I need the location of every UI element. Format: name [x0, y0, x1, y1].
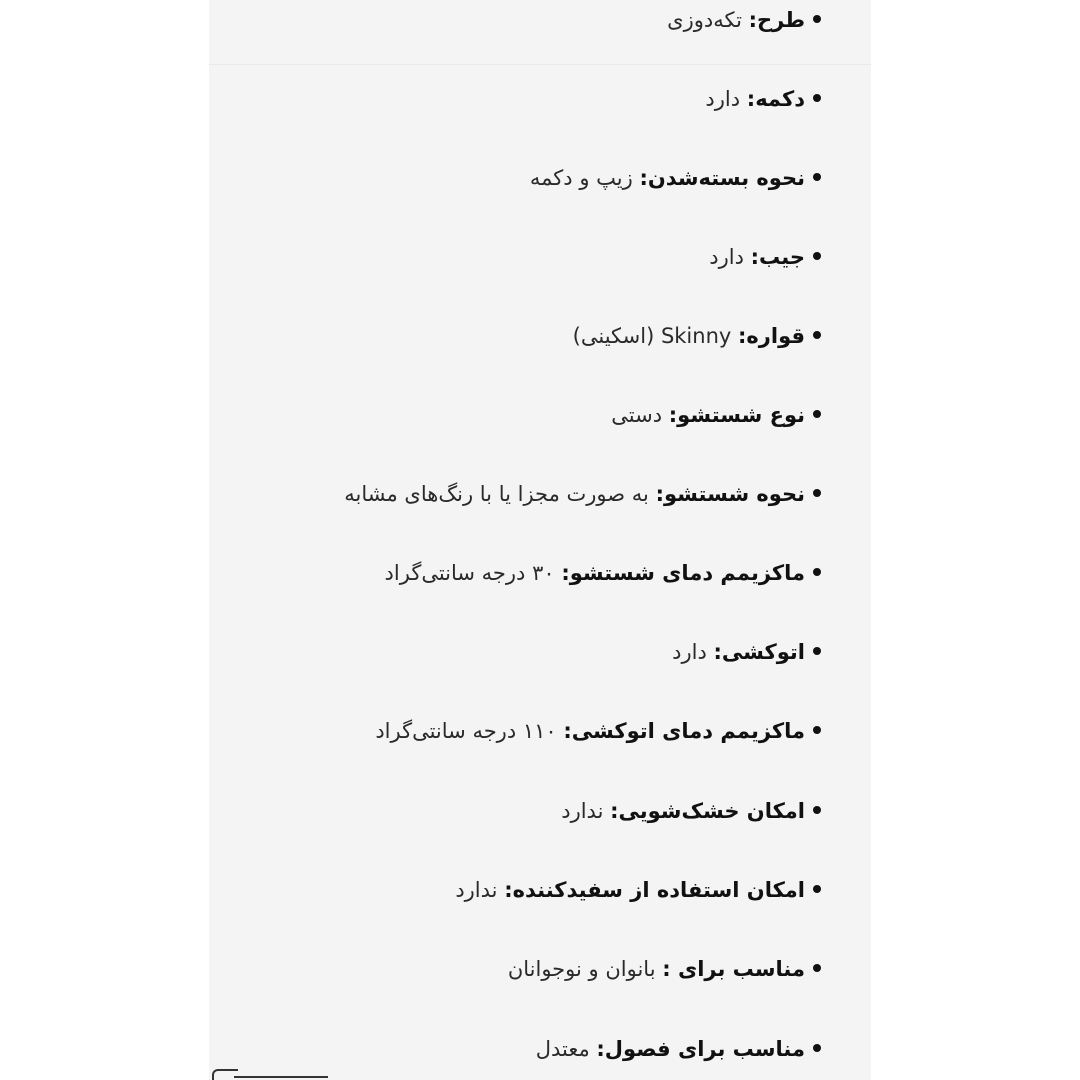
spec-item-pattern — [667, 0, 821, 40]
spec-value: ندارد — [561, 799, 604, 823]
bullet-icon — [813, 1044, 821, 1052]
spec-key: امکان خشک‌شویی: — [610, 799, 805, 823]
spec-item-bleach — [455, 870, 821, 910]
spec-item-dry-clean — [561, 791, 821, 831]
spec-value: بانوان و نوجوانان — [507, 957, 656, 981]
spec-key: ماکزیمم دمای شستشو: — [561, 561, 805, 585]
spec-item-fit — [573, 316, 821, 356]
spec-key: قواره: — [738, 324, 805, 348]
spec-value: ندارد — [455, 878, 498, 902]
spec-item-pocket — [709, 237, 821, 277]
spec-value: معتدل — [535, 1037, 590, 1061]
spec-key: امکان استفاده از سفیدکننده: — [504, 878, 805, 902]
cropped-heading-fragment — [212, 1067, 328, 1080]
spec-item-button — [705, 79, 821, 119]
bullet-icon — [813, 15, 821, 23]
bullet-icon — [813, 410, 821, 418]
bullet-icon — [813, 568, 821, 576]
spec-value: دستی — [611, 403, 663, 427]
spec-value: دارد — [705, 87, 741, 111]
spec-key: طرح: — [748, 8, 805, 32]
spec-key: نوع شستشو: — [668, 403, 805, 427]
spec-value: زیپ و دکمه — [529, 166, 633, 190]
spec-item-max-wash-temp — [385, 553, 821, 593]
spec-value: به صورت مجزا یا با رنگ‌های مشابه — [344, 482, 649, 506]
spec-value: ۱۱۰ درجه سانتی‌گراد — [375, 719, 557, 743]
bullet-icon — [813, 726, 821, 734]
spec-key: اتوکشی: — [713, 640, 805, 664]
spec-item-suitable-for — [508, 949, 821, 989]
spec-key: دکمه: — [746, 87, 805, 111]
spec-key: نحوه بسته‌شدن: — [639, 166, 805, 190]
spec-key: ماکزیمم دمای اتوکشی: — [563, 719, 805, 743]
spec-item-max-iron-temp — [375, 711, 821, 751]
spec-key: مناسب برای : — [662, 957, 805, 981]
spec-item-season — [536, 1029, 821, 1069]
divider — [209, 64, 871, 65]
bullet-icon — [813, 885, 821, 893]
spec-key: نحوه شستشو: — [655, 482, 805, 506]
spec-item-wash-type — [611, 395, 821, 435]
spec-value: تکه‌دوزی — [667, 8, 742, 32]
spec-value: ۳۰ درجه سانتی‌گراد — [384, 561, 555, 585]
spec-item-ironing — [672, 632, 821, 672]
underline — [234, 1076, 328, 1078]
cropped-glyph — [212, 1069, 238, 1080]
bullet-icon — [813, 806, 821, 814]
spec-key: مناسب برای فصول: — [596, 1037, 805, 1061]
product-specs-panel — [209, 0, 871, 1080]
spec-item-wash-method — [344, 474, 821, 514]
bullet-icon — [813, 964, 821, 972]
bullet-icon — [813, 489, 821, 497]
spec-item-closure — [530, 158, 821, 198]
bullet-icon — [813, 647, 821, 655]
bullet-icon — [813, 173, 821, 181]
bullet-icon — [813, 94, 821, 102]
spec-value: Skinny (اسکینی) — [572, 324, 732, 348]
spec-value: دارد — [709, 245, 744, 269]
spec-value: دارد — [672, 640, 707, 664]
bullet-icon — [813, 252, 821, 260]
spec-key: جیب: — [750, 245, 805, 269]
bullet-icon — [813, 331, 821, 339]
